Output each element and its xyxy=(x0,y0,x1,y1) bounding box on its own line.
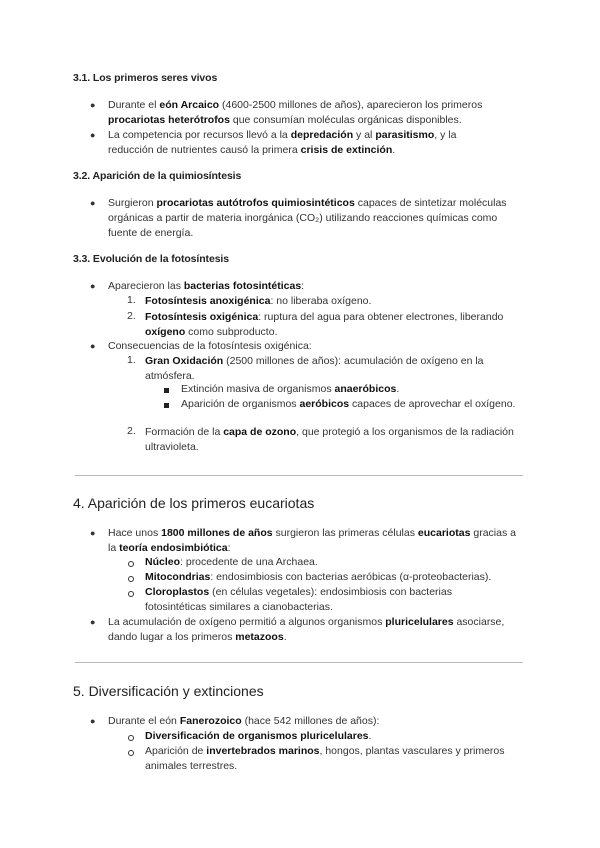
bullet-icon: ● xyxy=(90,716,96,726)
list-item: Aparición de invertebrados marinos, hongos, plantas vasculares y primeros animales terrestres. xyxy=(145,745,505,772)
list-item: Fotosíntesis anoxigénica: no liberaba oxígeno. xyxy=(145,295,372,307)
square-bullet-icon xyxy=(164,403,169,408)
list-number: 2. xyxy=(127,310,136,322)
square-bullet-icon xyxy=(164,388,169,393)
section-3-2-heading: 3.2. Aparición de la quimiosíntesis xyxy=(73,170,242,182)
section-4-heading: 4. Aparición de los primeros eucariotas xyxy=(73,495,315,511)
bullet-icon: ● xyxy=(90,281,96,291)
bullet-icon: ● xyxy=(90,528,96,538)
circle-bullet-icon xyxy=(128,576,134,582)
list-item: Fotosíntesis oxigénica: ruptura del agua para obtener electrones, liberando oxígeno como subproducto. xyxy=(145,311,504,338)
list-number: 1. xyxy=(127,354,136,366)
list-item: Mitocondrias: endosimbiosis con bacterias aeróbicas (α-proteobacterias). xyxy=(145,571,492,583)
bullet-icon: ● xyxy=(90,130,96,140)
list-number: 1. xyxy=(127,294,136,306)
circle-bullet-icon xyxy=(128,735,134,741)
circle-bullet-icon xyxy=(128,591,134,597)
list-item: Durante el eón Arcaico (4600-2500 millones de años), aparecieron los primeros procariotas heterótrofos que consumían moléculas orgánicas disponibles. xyxy=(108,99,483,126)
section-5-heading: 5. Diversificación y extinciones xyxy=(73,683,264,699)
bullet-icon: ● xyxy=(90,341,96,351)
list-item: La competencia por recursos llevó a la depredación y al parasitismo, y la reducción de nutrientes causó la primera crisis de extinción. xyxy=(108,129,457,156)
list-item: Núcleo: procedente de una Archaea. xyxy=(145,556,318,568)
section-3-3-heading: 3.3. Evolución de la fotosíntesis xyxy=(73,253,229,265)
circle-bullet-icon xyxy=(128,750,134,756)
divider xyxy=(75,662,523,663)
list-number: 2. xyxy=(127,425,136,437)
divider xyxy=(75,475,523,476)
list-item: La acumulación de oxígeno permitió a algunos organismos pluricelulares asociarse, dando lugar a los primeros metazoos. xyxy=(108,616,505,643)
bullet-icon: ● xyxy=(90,100,96,110)
bullet-icon: ● xyxy=(90,617,96,627)
list-item: Formación de la capa de ozono, que protegió a los organismos de la radiación ultravioleta. xyxy=(145,426,514,453)
list-item: Consecuencias de la fotosíntesis oxigénica: xyxy=(108,340,312,352)
bullet-icon: ● xyxy=(90,198,96,208)
list-item: Aparición de organismos aeróbicos capaces de aprovechar el oxígeno. xyxy=(181,398,516,410)
list-item: Durante el eón Fanerozoico (hace 542 millones de años): xyxy=(108,715,380,727)
list-item: Diversificación de organismos pluricelulares. xyxy=(145,730,372,742)
list-item: Extinción masiva de organismos anaeróbicos. xyxy=(181,383,400,395)
list-item: Cloroplastos (en células vegetales): endosimbiosis con bacterias fotosintéticas similares a cianobacterias. xyxy=(145,586,452,613)
section-3-1-heading: 3.1. Los primeros seres vivos xyxy=(73,72,218,84)
list-item: Aparecieron las bacterias fotosintéticas: xyxy=(108,280,305,292)
circle-bullet-icon xyxy=(128,561,134,567)
list-item: Surgieron procariotas autótrofos quimiosintéticos capaces de sintetizar moléculas orgánicas a partir de materia inorgánica (CO₂) utilizando reacciones químicas como fuente de energía. xyxy=(108,197,507,239)
list-item: Hace unos 1800 millones de años surgieron las primeras células eucariotas gracias a la teoría endosimbiótica: xyxy=(108,527,516,554)
list-item: Gran Oxidación (2500 millones de años): acumulación de oxígeno en la atmósfera. xyxy=(145,355,484,382)
